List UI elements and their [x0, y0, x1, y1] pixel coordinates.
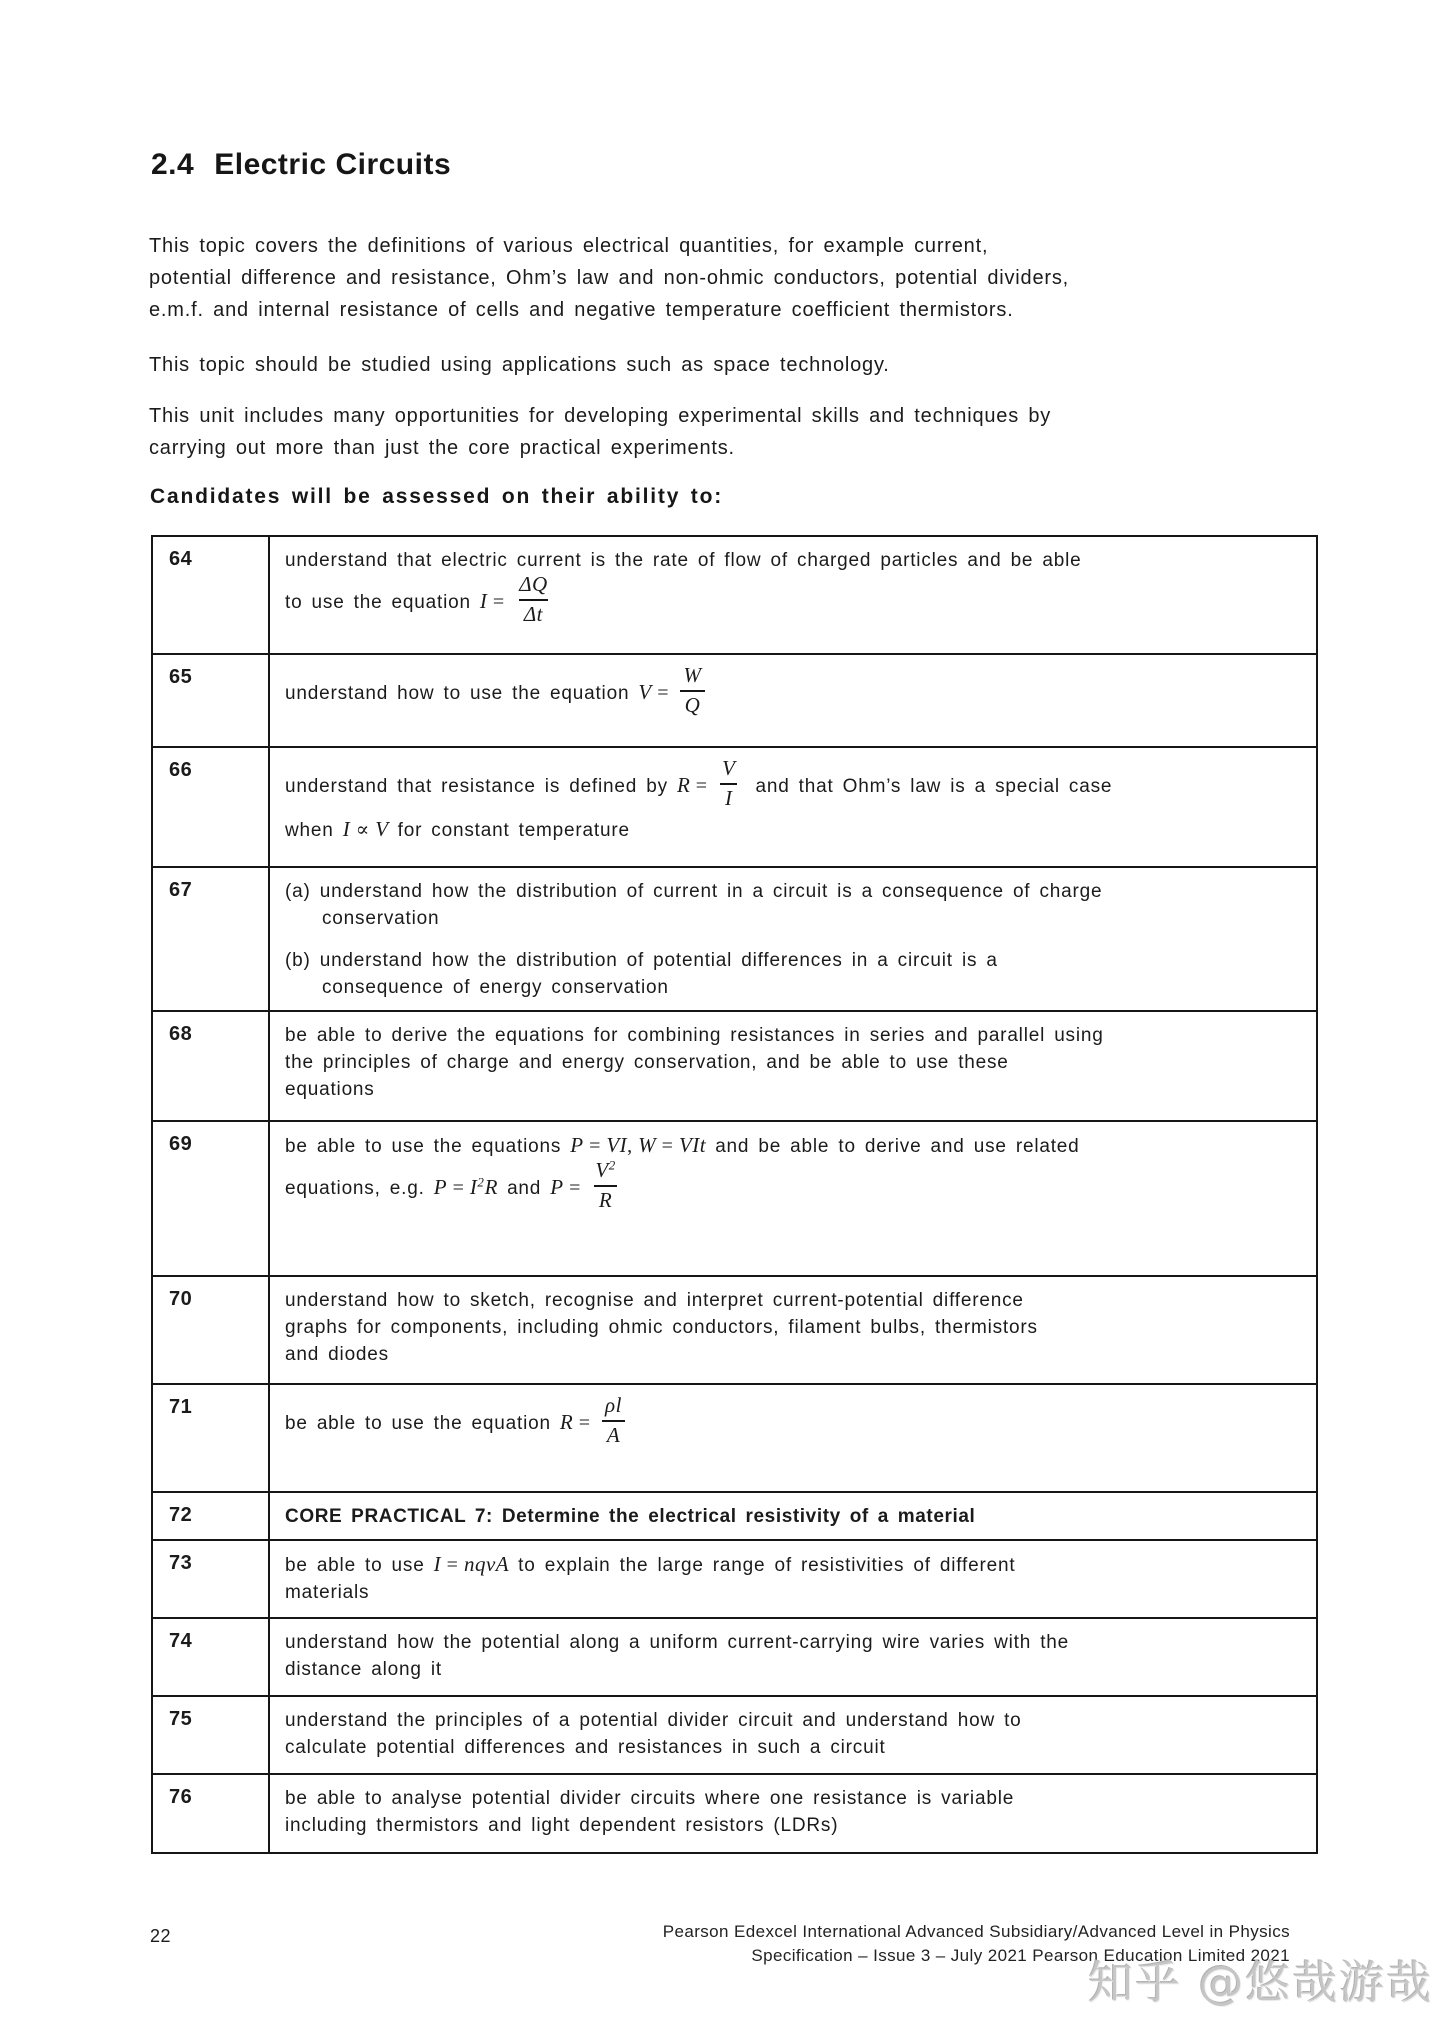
- math-operator: =: [651, 682, 675, 705]
- footer-publisher-line2: Specification – Issue 3 – July 2021 Pearson Education Limited 2021: [751, 1946, 1290, 1965]
- table-row: [152, 1774, 1317, 1853]
- table-row: [152, 1276, 1317, 1384]
- math-variable: V: [375, 817, 389, 841]
- assessment-criteria-heading: Candidates will be assessed on their ability to:: [150, 485, 724, 508]
- criterion-number: 66: [152, 747, 269, 867]
- criterion-text: understand the principles of a potential divider circuit and understand how to calculate potential differences and resistances in such a circuit: [269, 1696, 1317, 1774]
- math-fraction: [514, 573, 553, 627]
- table-row: [152, 1696, 1317, 1774]
- criterion-number: 65: [152, 654, 269, 747]
- math-variable: V: [722, 756, 736, 780]
- criterion-text: be able to use I = nqvA to explain the large range of resistivities of different materials: [269, 1540, 1317, 1618]
- math-variable: V: [595, 1158, 609, 1182]
- math-variable: R: [676, 773, 691, 798]
- criterion-text: understand that electric current is the rate of flow of charged particles and be able to use the equation I = $\frac{\Delta Q}{\Delta t}$: [269, 536, 1317, 654]
- table-row: [152, 1384, 1317, 1492]
- math-variable: R: [559, 1410, 574, 1435]
- table-row: [152, 536, 1317, 654]
- criterion-number: 70: [152, 1276, 269, 1384]
- criterion-number: 73: [152, 1540, 269, 1618]
- table-row: [152, 1011, 1317, 1121]
- math-fraction: [717, 757, 740, 811]
- math-variable: A: [606, 1423, 621, 1447]
- criterion-text: understand how to sketch, recognise and interpret current-potential difference graphs for components, including ohmic conductors, filament bulbs, thermistors and diodes: [269, 1276, 1317, 1384]
- math-variable: ρl: [605, 1393, 622, 1417]
- math-operator: =: [447, 1177, 470, 1200]
- math-superscript: 2: [477, 1174, 485, 1190]
- footer-publisher-line1: Pearson Edexcel International Advanced Subsidiary/Advanced Level in Physics: [662, 1922, 1290, 1941]
- criterion-number: 74: [152, 1618, 269, 1696]
- criterion-number: 64: [152, 536, 269, 654]
- table-row: [152, 1492, 1317, 1540]
- math-operator: =: [690, 775, 714, 798]
- table-row: [152, 1121, 1317, 1276]
- math-variable: I: [433, 1552, 442, 1576]
- section-heading: [151, 148, 451, 182]
- math-superscript: 2: [608, 1157, 616, 1173]
- table-row: [152, 1618, 1317, 1696]
- table-row: [152, 867, 1317, 1011]
- table-row: [152, 654, 1317, 747]
- table-row: [152, 1540, 1317, 1618]
- math-operator: ,: [627, 1135, 639, 1157]
- math-variable: I: [724, 786, 733, 810]
- criterion-number: 69: [152, 1121, 269, 1276]
- criterion-subitem: (a) understand how the distribution of current in a circuit is a consequence of charge conservation: [285, 881, 1103, 929]
- math-variable: I: [479, 589, 488, 614]
- math-variable: Q: [684, 693, 701, 717]
- criterion-number: 67: [152, 867, 269, 1011]
- math-operator: =: [441, 1554, 464, 1576]
- math-operator: =: [573, 1412, 597, 1435]
- intro-paragraph: This unit includes many opportunities for developing experimental skills and techniques by carrying out more than just the core practical experiments.: [149, 405, 1052, 459]
- math-variable: nqvA: [463, 1552, 510, 1576]
- math-variable: P: [550, 1175, 564, 1200]
- math-operator: =: [656, 1135, 679, 1157]
- criterion-text: be able to use the equation R = $\frac{\rho l}{A}$: [269, 1384, 1317, 1492]
- criterion-text: be able to use the equations P = VI, W = VIt and be able to derive and use related equations, e.g. $P = I^2R$ and P = $\frac{V^2}{R}$: [269, 1121, 1317, 1276]
- math-variable: VIt: [678, 1133, 707, 1157]
- math-variable: Δt: [523, 602, 544, 626]
- intro-paragraph: This topic covers the definitions of various electrical quantities, for example current, potential difference and resistance, Ohm’s law and non-ohmic conductors, potential dividers, e.m.f. and internal resistance of cells and negative temperature coefficient thermistors.: [149, 235, 1069, 321]
- criterion-number: 72: [152, 1492, 269, 1540]
- math-fraction: [590, 1159, 620, 1213]
- table-row: [152, 747, 1317, 867]
- page-number: 22: [150, 1926, 172, 1946]
- math-variable: P: [433, 1175, 448, 1200]
- math-variable: W: [683, 663, 702, 687]
- math-operator: =: [563, 1177, 587, 1200]
- math-variable: W: [638, 1133, 657, 1157]
- math-fraction: [600, 1394, 627, 1448]
- criterion-text: understand that resistance is defined by R = $\frac{V}{I}$ and that Ohm’s law is a special case when I ∝ V for constant temperature: [269, 747, 1317, 867]
- criterion-text: [269, 867, 1317, 1011]
- zhihu-watermark: 知乎 @悠哉游哉: [1088, 1956, 1434, 2009]
- criterion-text: understand how the potential along a uniform current-carrying wire varies with the distance along it: [269, 1618, 1317, 1696]
- criterion-subitem: (b) understand how the distribution of potential differences in a circuit is a consequence of energy conservation: [285, 950, 998, 998]
- math-operator: =: [487, 591, 511, 614]
- math-variable: I: [469, 1175, 478, 1200]
- section-number: 2.4: [151, 148, 195, 181]
- criterion-number: 76: [152, 1774, 269, 1853]
- math-variable: V: [638, 680, 652, 705]
- math-variable: R: [598, 1188, 613, 1212]
- criterion-text: be able to analyse potential divider circuits where one resistance is variable including thermistors and light dependent resistors (LDRs): [269, 1774, 1317, 1853]
- math-variable: I: [342, 817, 351, 841]
- criterion-text: be able to derive the equations for combining resistances in series and parallel using the principles of charge and energy conservation, and be able to use these equations: [269, 1011, 1317, 1121]
- criteria-table: [151, 535, 1318, 1854]
- criterion-text: CORE PRACTICAL 7: Determine the electrical resistivity of a material: [269, 1492, 1317, 1540]
- math-operator: ∝: [350, 819, 376, 841]
- math-operator: =: [583, 1135, 607, 1157]
- math-fraction: [679, 664, 707, 718]
- criterion-number: 75: [152, 1696, 269, 1774]
- math-variable: P: [570, 1133, 584, 1157]
- criterion-number: 71: [152, 1384, 269, 1492]
- criterion-text: understand how to use the equation V = $\frac{W}{Q}$: [269, 654, 1317, 747]
- section-title: Electric Circuits: [214, 148, 452, 181]
- criterion-number: 68: [152, 1011, 269, 1121]
- intro-paragraph: This topic should be studied using applications such as space technology.: [149, 354, 890, 376]
- math-variable: ΔQ: [519, 572, 548, 596]
- math-variable: VI: [606, 1133, 628, 1157]
- math-variable: R: [484, 1175, 498, 1200]
